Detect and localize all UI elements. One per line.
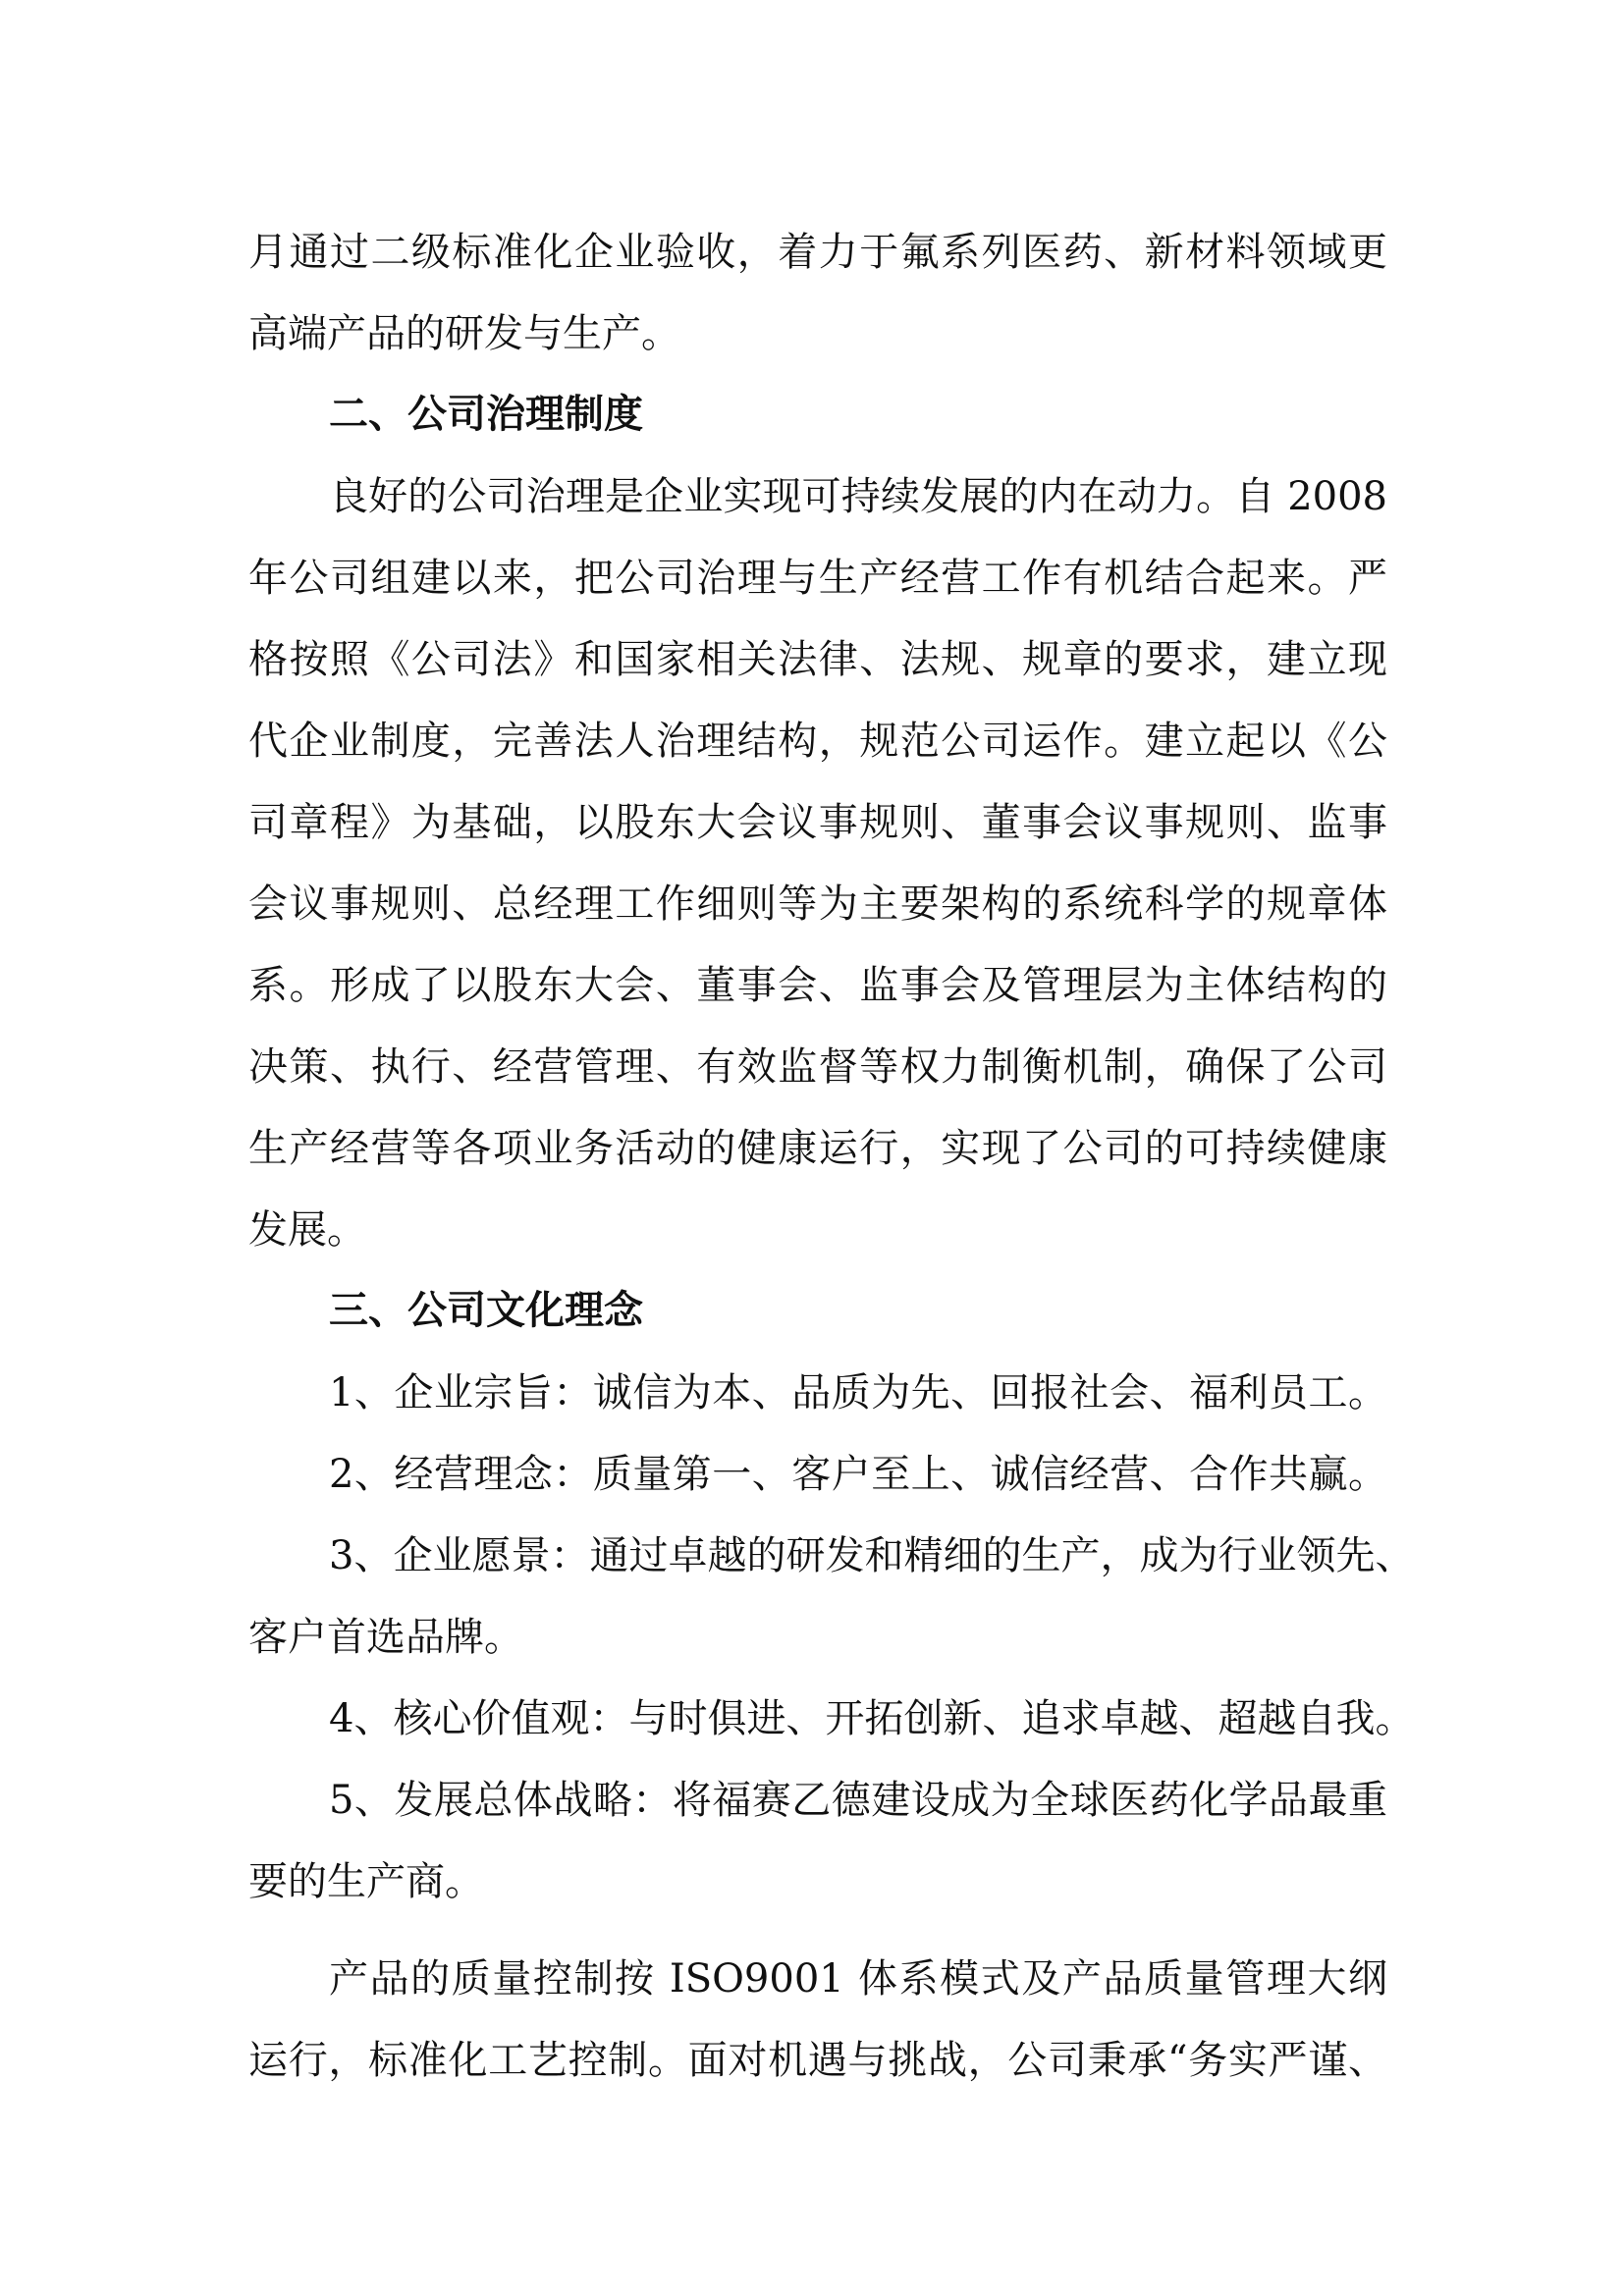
text-line: 发展。 <box>248 1207 366 1253</box>
text-line: 高端产品的研发与生产。 <box>248 311 680 356</box>
text-line: 会议事规则、总经理工作细则等为主要架构的系统科学的规章体 <box>248 881 1387 927</box>
text-line: 决策、执行、经营管理、有效监督等权力制衡机制，确保了公司 <box>248 1044 1387 1090</box>
text-line: 运行，标准化工艺控制。面对机遇与挑战，公司秉承“务实严谨、 <box>248 2038 1387 2083</box>
culture-item-strategy: 5、发展总体战略：将福赛乙德建设成为全球医药化学品最重 <box>329 1778 1387 1823</box>
text-line: 格按照《公司法》和国家相关法律、法规、规章的要求，建立现 <box>248 637 1387 682</box>
text-line: 良好的公司治理是企业实现可持续发展的内在动力。自 2008 <box>329 474 1387 519</box>
text-line: 代企业制度，完善法人治理结构，规范公司运作。建立起以《公 <box>248 719 1387 764</box>
text-line: 产品的质量控制按 ISO9001 体系模式及产品质量管理大纲 <box>329 1956 1387 2002</box>
culture-item-values: 4、核心价值观：与时俱进、开拓创新、追求卓越、超越自我。 <box>329 1696 1415 1741</box>
culture-item-vision: 3、企业愿景：通过卓越的研发和精细的生产，成为行业领先、 <box>329 1533 1415 1578</box>
section-heading-culture: 三、公司文化理念 <box>329 1287 643 1333</box>
text-line: 要的生产商。 <box>248 1859 484 1904</box>
section-heading-governance: 二、公司治理制度 <box>329 391 643 437</box>
text-line: 客户首选品牌。 <box>248 1615 523 1660</box>
text-line: 生产经营等各项业务活动的健康运行，实现了公司的可持续健康 <box>248 1126 1387 1171</box>
text-line: 系。形成了以股东大会、董事会、监事会及管理层为主体结构的 <box>248 963 1387 1008</box>
text-line: 年公司组建以来，把公司治理与生产经营工作有机结合起来。严 <box>248 556 1387 601</box>
text-line: 司章程》为基础，以股东大会议事规则、董事会议事规则、监事 <box>248 800 1387 845</box>
culture-item-philosophy: 2、经营理念：质量第一、客户至上、诚信经营、合作共赢。 <box>329 1452 1387 1497</box>
text-line: 月通过二级标准化企业验收，着力于氟系列医药、新材料领域更 <box>248 230 1387 275</box>
culture-item-purpose: 1、企业宗旨：诚信为本、品质为先、回报社会、福利员工。 <box>329 1370 1387 1415</box>
